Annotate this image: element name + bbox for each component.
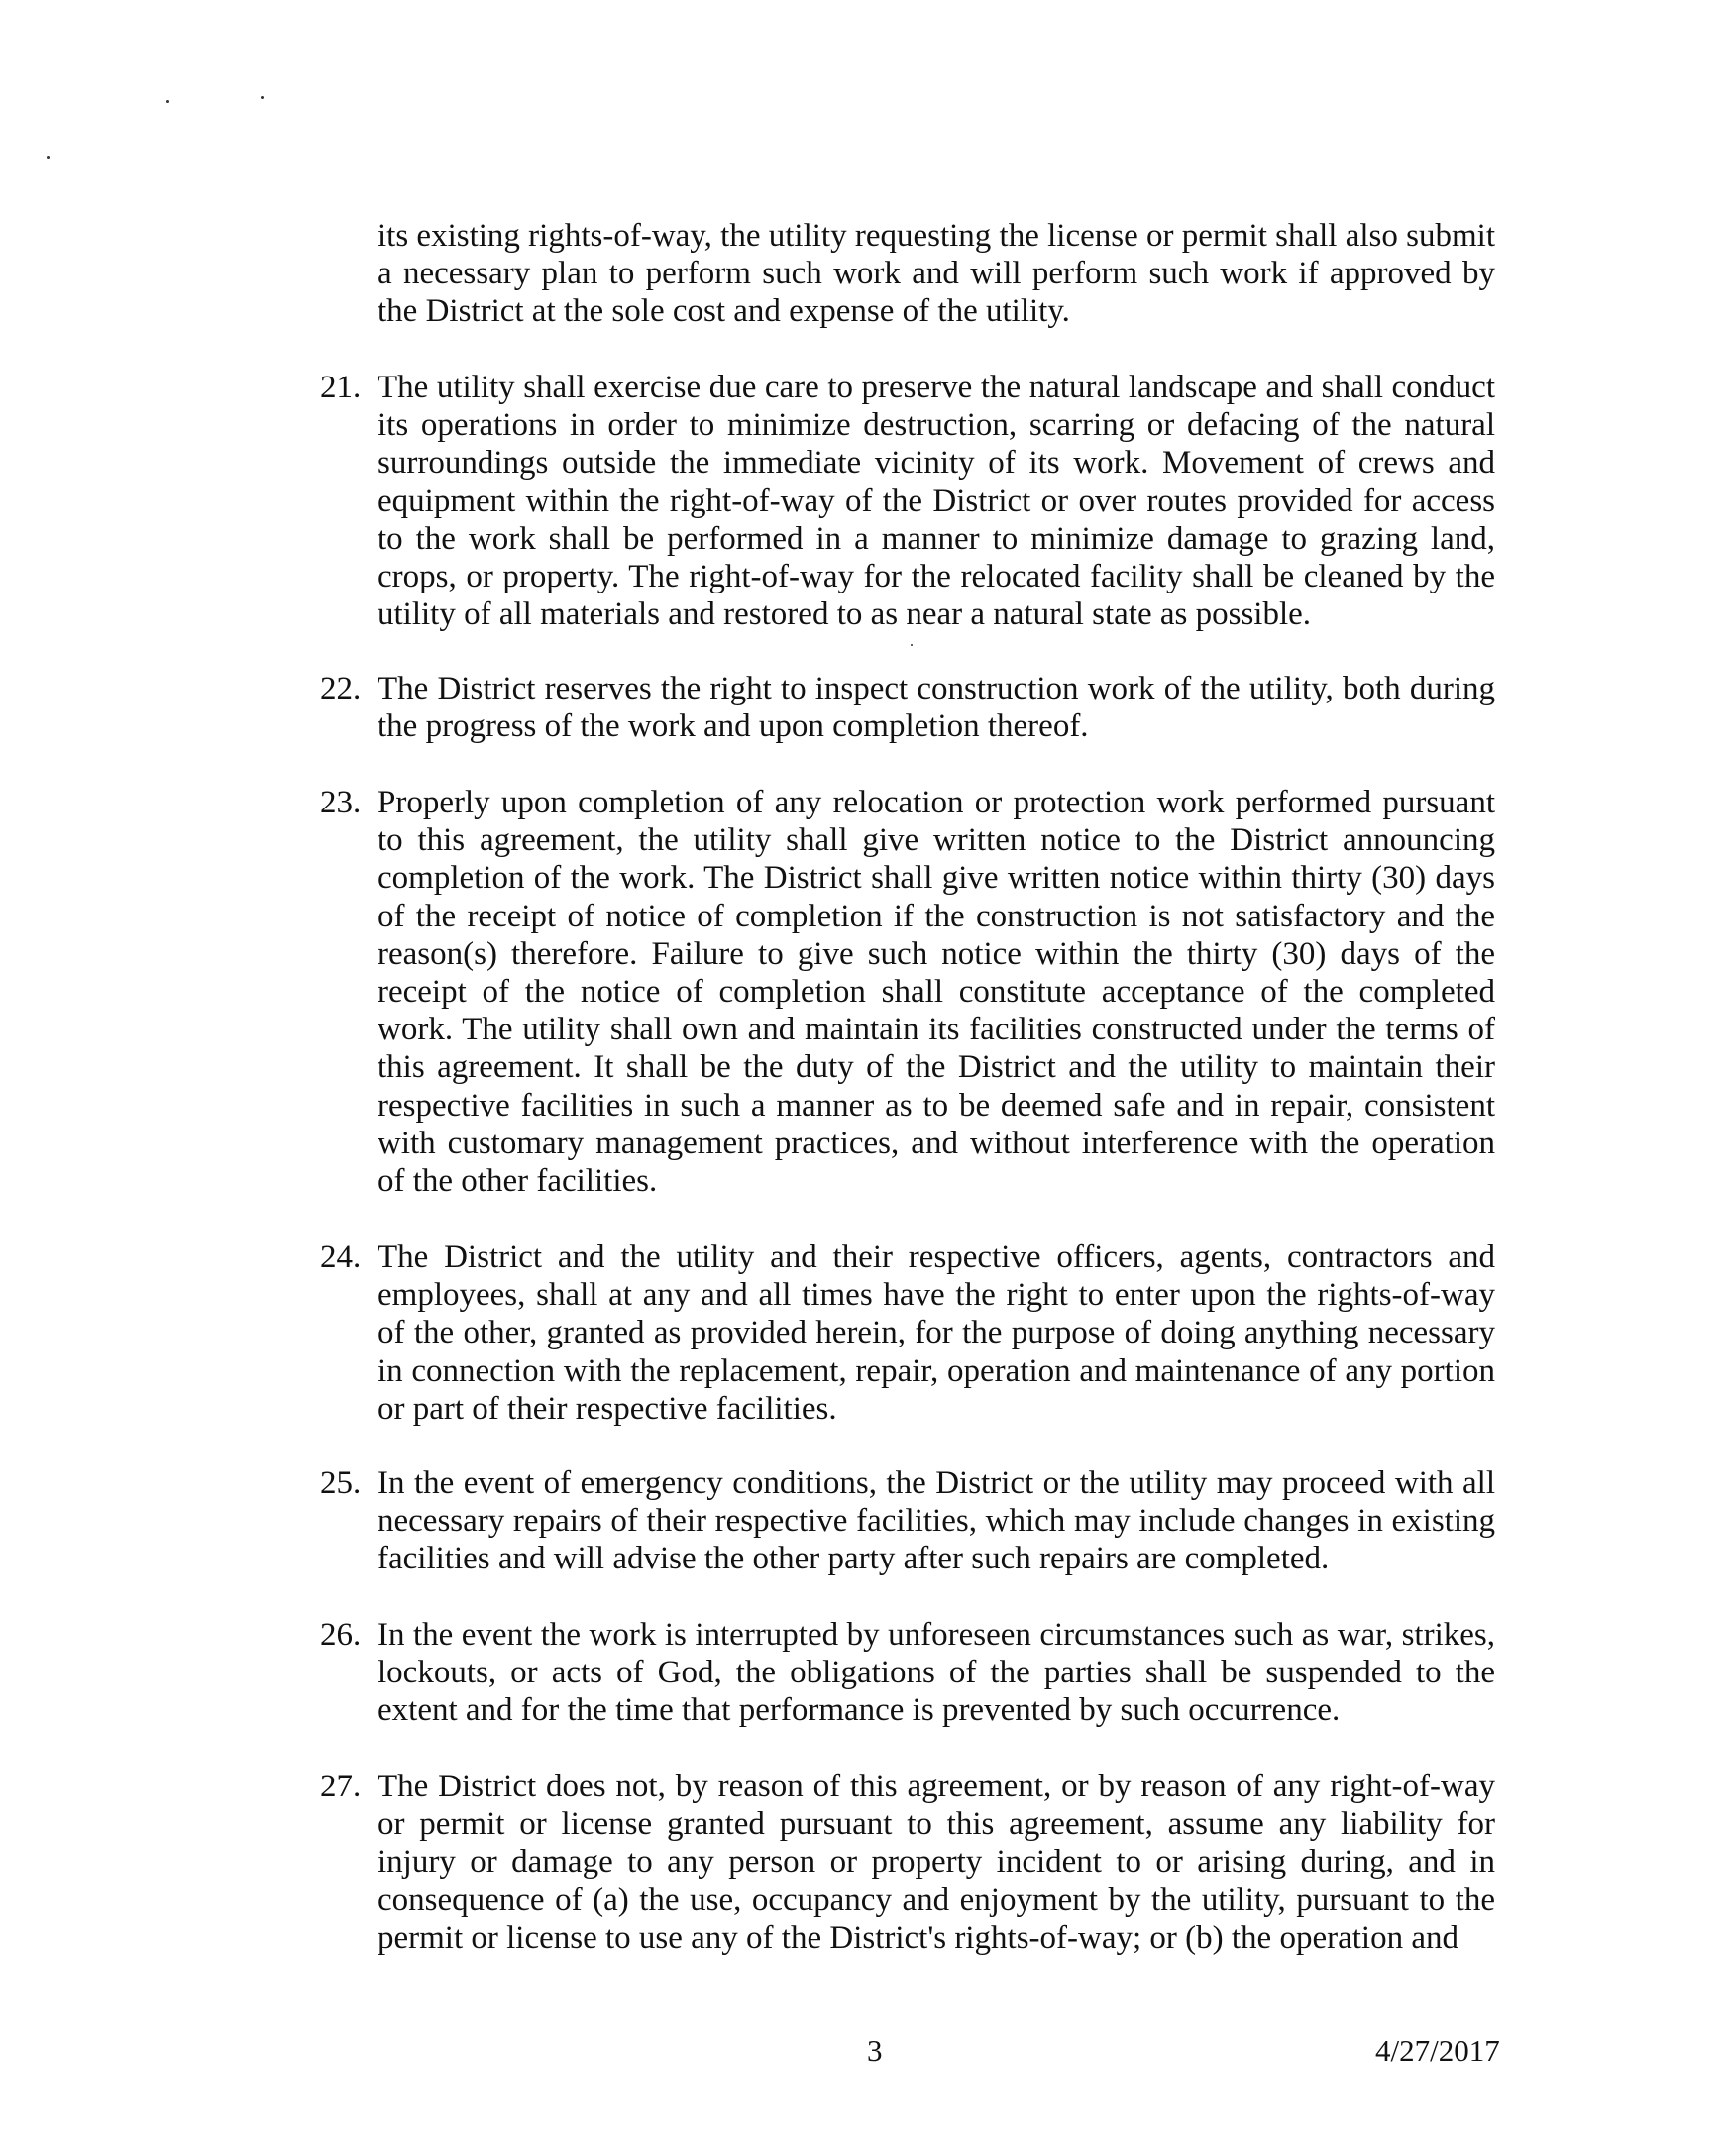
page-number: 3 bbox=[867, 2033, 883, 2068]
item-number: 22. bbox=[320, 671, 362, 706]
list-item-26 bbox=[320, 1616, 1495, 1730]
item-text: The District does not, by reason of this agreement, or by reason of any right-of-way or permit or license granted pursuant to this agreement, assume any liability for injury or damage to any person or property incident to or arising during, and in consequence of (a) the use, occupancy and enjoyment by the utility, pursuant to the permit or license to use any of the District's rights-of-way; or (b) the operation and bbox=[378, 1769, 1495, 1956]
item-text: The District reserves the right to inspect construction work of the utility, both during the progress of the work and upon completion thereof. bbox=[378, 671, 1495, 745]
scan-speck bbox=[911, 644, 913, 646]
item-number: 27. bbox=[320, 1769, 362, 1804]
item-number: 26. bbox=[320, 1617, 362, 1653]
item-number: 21. bbox=[320, 370, 362, 405]
list-item-27 bbox=[320, 1768, 1495, 1957]
item-text: Properly upon completion of any relocation or protection work performed pursuant to this agreement, the utility shall give written notice to the District announcing completion of the work. The District shall give written notice within thirty (30) days of the receipt of notice of completion if the construction is not satisfactory and the reason(s) therefore. Failure to give such notice within the thirty (30) days of the receipt of the notice of completion shall constitute acceptance of the completed work. The utility shall own and maintain its facilities constructed under the terms of this agreement. It shall be the duty of the District and the utility to maintain their respective facilities in such a manner as to be deemed safe and in repair, consistent with customary management practices, and without interference with the operation of the other facilities. bbox=[378, 785, 1495, 1200]
item-text: The District and the utility and their respective officers, agents, contractors and employees, shall at any and all times have the right to enter upon the rights-of-way of the other, granted as provided herein, for the purpose of doing anything necessary in connection with the replacement, repair, operation and maintenance of any portion or part of their respective facilities. bbox=[378, 1240, 1495, 1427]
list-item-25 bbox=[320, 1464, 1495, 1578]
list-item-22 bbox=[320, 670, 1495, 745]
item-number: 25. bbox=[320, 1465, 362, 1501]
scan-speck bbox=[47, 156, 50, 159]
item-text: In the event of emergency conditions, the District or the utility may proceed with all necessary repairs of their respective facilities, which may include changes in existing facilities and will advise the other party after such repairs are completed. bbox=[378, 1465, 1495, 1577]
list-item-23 bbox=[320, 784, 1495, 1200]
scan-speck bbox=[261, 96, 264, 99]
scan-speck bbox=[166, 100, 169, 103]
list-item-24 bbox=[320, 1239, 1495, 1428]
list-item-21 bbox=[320, 369, 1495, 633]
footer-date: 4/27/2017 bbox=[1375, 2033, 1500, 2068]
item-number: 24. bbox=[320, 1240, 362, 1275]
item-text: The utility shall exercise due care to preserve the natural landscape and shall conduct its operations in order to minimize destruction, scarring or defacing of the natural surroundings outside the immediate vicinity of its work. Movement of crews and equipment within the right-of-way of the District or over routes provided for access to the work shall be performed in a manner to minimize damage to grazing land, crops, or property. The right-of-way for the relocated facility shall be cleaned by the utility of all materials and restored to as near a natural state as possible. bbox=[378, 370, 1495, 633]
item-text: In the event the work is interrupted by unforeseen circumstances such as war, strikes, lockouts, or acts of God, the obligations of the parties shall be suspended to the extent and for the time that performance is prevented by such occurrence. bbox=[378, 1617, 1495, 1729]
continuation-paragraph: its existing rights-of-way, the utility requesting the license or permit shall also submit a necessary plan to perform such work and will perform such work if approved by the District at the sole cost and expense of the utility. bbox=[378, 218, 1495, 330]
item-number: 23. bbox=[320, 785, 362, 820]
